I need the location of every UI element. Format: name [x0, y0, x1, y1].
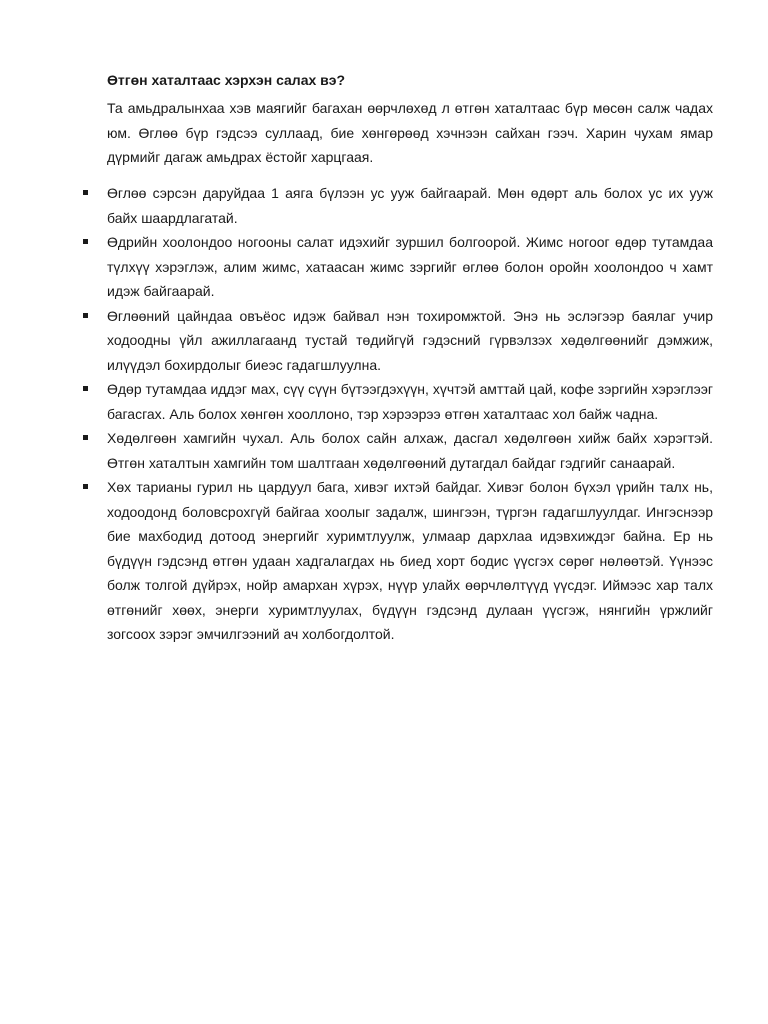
- list-item-text: Өглөөний цайндаа овъёос идэж байвал нэн тохиромжтой. Энэ нь эслэгээр баялаг учир ходоодны үйл ажиллагаанд тустай төдийгүй гэдэсний гүрвэлзэх хөдөлгөөнийг дэмжиж, илүүдэл бохирдолыг биеэс гадагшлуулна.: [107, 307, 713, 373]
- bullet-list: [80, 181, 713, 647]
- list-item: [80, 475, 713, 647]
- list-item: [80, 426, 713, 475]
- list-item: [80, 377, 713, 426]
- list-item: [80, 181, 713, 230]
- bullet-square-icon: [83, 484, 88, 489]
- bullet-square-icon: [83, 435, 88, 440]
- list-item: [80, 304, 713, 378]
- bullet-square-icon: [83, 386, 88, 391]
- bullet-square-icon: [83, 239, 88, 244]
- document-title: Өтгөн хаталтаас хэрхэн салах вэ?: [107, 72, 346, 88]
- list-item-text: Өдөр тутамдаа иддэг мах, сүү сүүн бүтээгдэхүүн, хүчтэй амттай цай, кофе зэргийн хэрэглээг багасгах. Аль болох хөнгөн хооллоно, тэр хэрээрээ өтгөн хаталтаас хол байж чадна.: [107, 381, 713, 422]
- intro-paragraph: Та амьдралынхаа хэв маягийг багахан өөрчлөхөд л өтгөн хаталтаас бүр мөсөн салж чадах юм. Өглөө бүр гэдсээ суллаад, бие хөнгөрөөд хэчнээн сайхан гээч. Харин чухам ямар дүрмийг дагаж амьдрах ёстойг харцгаая.: [107, 100, 713, 165]
- list-item-text: Хөх тарианы гурил нь цардуул бага, хивэг ихтэй байдаг. Хивэг болон бүхэл үрийн талх нь, ходоодонд боловсрохгүй байгаа хоолыг задалж, шингээн, түргэн гадагшлуулдаг. Ингэснээр бие махбодид дотоод энергийг хуримтлуулж, улмаар дархлаа идэвхиждэг байна. Ер нь бүдүүн гэдсэнд өтгөн удаан хадгалагдах нь биед хорт бодис үүсгэх сөрөг нөлөөтэй. Үүнээс болж толгой дүйрэх, нойр амархан хүрэх, нүүр улайх өөрчлөлтүүд үүсдэг. Иймээс хар талх өтгөнийг хөөх, энерги хуримтлуулах, бүдүүн гэдсэнд дулаан үүсгэж, нянгийн үржлийг зогсоох зэрэг эмчилгээний ач холбогдолтой.: [107, 479, 713, 642]
- bullet-square-icon: [83, 190, 88, 195]
- list-item-text: Өглөө сэрсэн даруйдаа 1 аяга бүлээн ус ууж байгаарай. Мөн өдөрт аль болох ус их ууж байх шаардлагатай.: [107, 185, 713, 226]
- list-item-text: Хөдөлгөөн хамгийн чухал. Аль болох сайн алхаж, дасгал хөдөлгөөн хийж байх хэрэгтэй. Өтгөн хаталтын хамгийн том шалтгаан хөдөлгөөний дутагдал байдаг гэдгийг санаарай.: [107, 430, 713, 471]
- list-item: [80, 230, 713, 304]
- bullet-square-icon: [83, 313, 88, 318]
- list-item-text: Өдрийн хоолондоо ногооны салат идэхийг зуршил болгоорой. Жимс ногоог өдөр тутамдаа түлхүү хэрэглэж, алим жимс, хатаасан жимс зэргийг өглөө болон оройн хоолондоо ч хамт идэж байгаарай.: [107, 234, 713, 299]
